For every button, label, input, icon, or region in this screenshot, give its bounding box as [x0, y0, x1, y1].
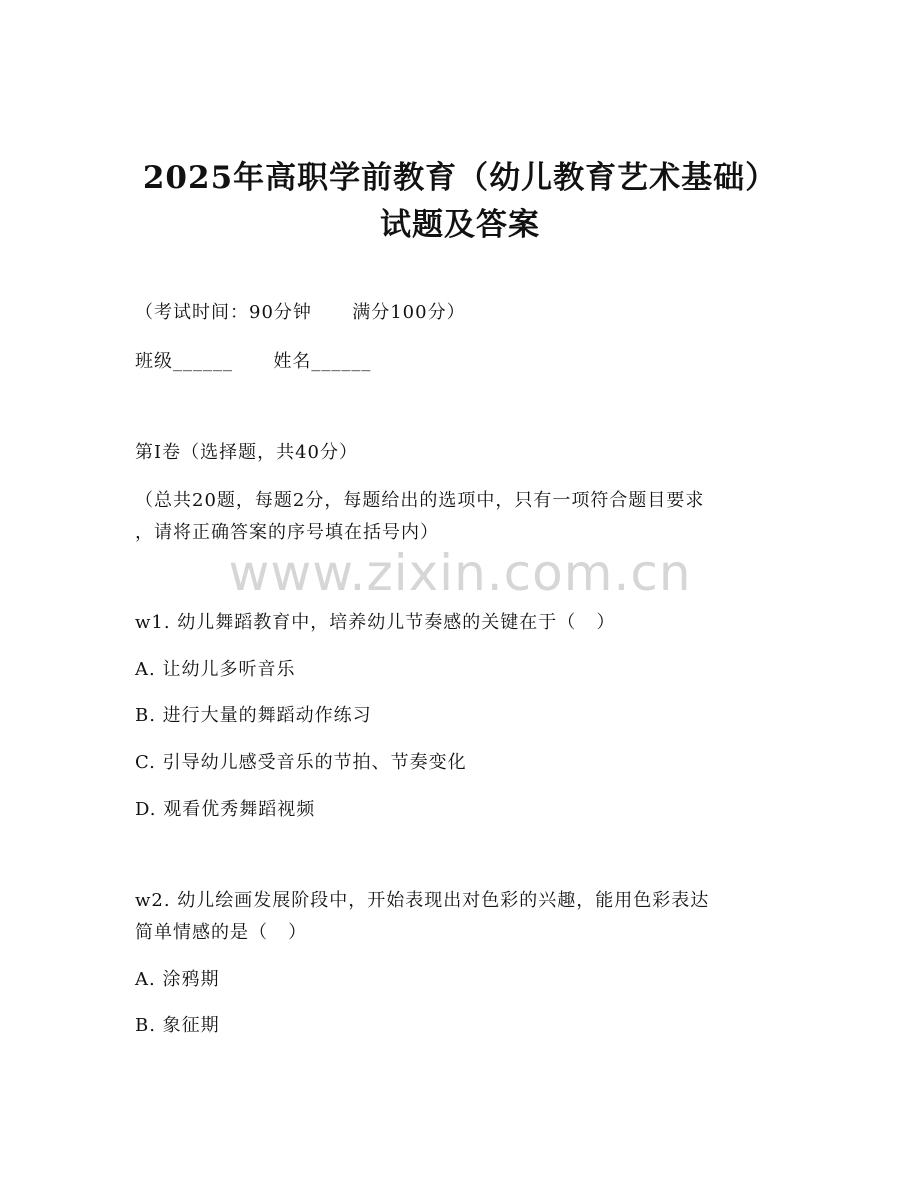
option-c: C. 引导幼儿感受音乐的节拍、节奏变化	[135, 752, 467, 773]
instructions-line-1: （总共20题，每题2分，每题给出的选项中，只有一项符合题目要求	[135, 490, 705, 511]
class-name-line: 班级______ 姓名______	[135, 351, 372, 372]
question-stem-line-2: 简单情感的是（ ）	[135, 922, 308, 943]
option-a: A. 涂鸦期	[135, 969, 220, 990]
option-b: B. 进行大量的舞蹈动作练习	[135, 705, 372, 726]
option-d: D. 观看优秀舞蹈视频	[135, 799, 316, 820]
question-stem-line-1: w2. 幼儿绘画发展阶段中，开始表现出对色彩的兴趣，能用色彩表达	[135, 890, 710, 911]
document-title-line-1: 2025年高职学前教育（幼儿教育艺术基础）	[142, 160, 778, 196]
document-title-line-2: 试题及答案	[380, 207, 540, 243]
option-b: B. 象征期	[135, 1015, 220, 1036]
exam-info: （考试时间：90分钟 满分100分）	[135, 302, 466, 323]
watermark: www.zixin.com.cn	[228, 544, 692, 602]
question-stem: w1. 幼儿舞蹈教育中，培养幼儿节奏感的关键在于（ ）	[135, 612, 616, 633]
section-title: 第Ⅰ卷（选择题，共40分）	[135, 442, 359, 463]
instructions-line-2: ，请将正确答案的序号填在括号内）	[135, 522, 439, 543]
option-a: A. 让幼儿多听音乐	[135, 659, 296, 680]
